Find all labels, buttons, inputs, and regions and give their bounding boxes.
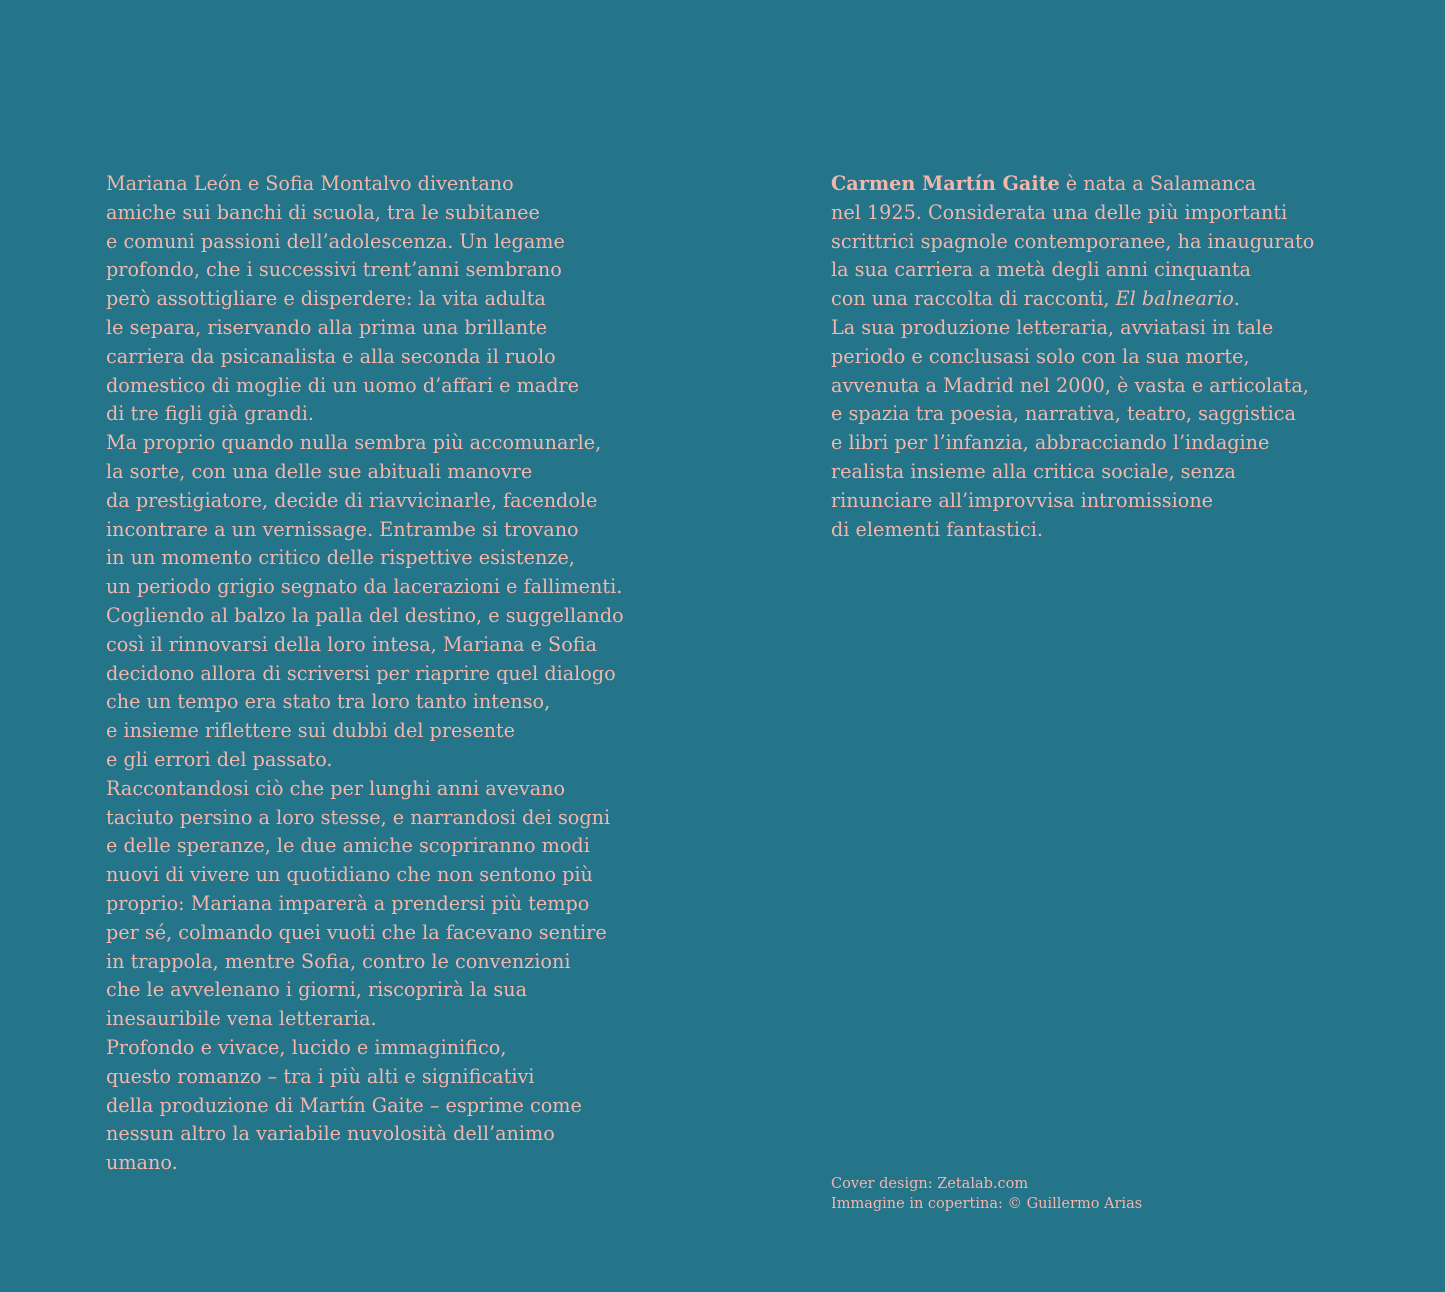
synopsis-line: e insieme riflettere sui dubbi del presente bbox=[106, 719, 515, 743]
book-title-el-balneario: El balneario bbox=[1115, 287, 1234, 311]
synopsis-line: le separa, riservando alla prima una brillante bbox=[106, 315, 548, 339]
bio-line: la sua carriera a metà degli anni cinquanta bbox=[831, 258, 1251, 282]
synopsis-line: e comuni passioni dell’adolescenza. Un legame bbox=[106, 229, 565, 253]
synopsis-line: proprio: Mariana imparerà a prendersi più tempo bbox=[106, 891, 590, 915]
bio-line: La sua produzione letteraria, avviatasi in tale bbox=[831, 315, 1274, 339]
synopsis-line: in un momento critico delle rispettive esistenze, bbox=[106, 546, 575, 570]
synopsis-line: per sé, colmando quei vuoti che la facevano sentire bbox=[106, 920, 607, 944]
synopsis-line: in trappola, mentre Sofia, contro le convenzioni bbox=[106, 949, 571, 973]
synopsis-line: e gli errori del passato. bbox=[106, 747, 333, 771]
synopsis-line: così il rinnovarsi della loro intesa, Mariana e Sofia bbox=[106, 632, 597, 656]
synopsis-line: Raccontandosi ciò che per lunghi anni avevano bbox=[106, 776, 566, 800]
synopsis-line: nuovi di vivere un quotidiano che non sentono più bbox=[106, 863, 593, 887]
synopsis-line: domestico di moglie di un uomo d’affari e madre bbox=[106, 373, 580, 397]
synopsis-line: da prestigiatore, decide di riavvicinarle, facendole bbox=[106, 488, 598, 512]
synopsis-line: profondo, che i successivi trent’anni sembrano bbox=[106, 258, 562, 282]
bio-line: di elementi fantastici. bbox=[831, 517, 1043, 541]
synopsis-line: della produzione di Martín Gaite – esprime come bbox=[106, 1093, 582, 1117]
bio-line: e spazia tra poesia, narrativa, teatro, saggistica bbox=[831, 402, 1296, 426]
synopsis-line: inesauribile vena letteraria. bbox=[106, 1007, 377, 1031]
bio-raccolta-suffix: . bbox=[1233, 287, 1240, 311]
bio-line: scrittrici spagnole contemporanee, ha inaugurato bbox=[831, 229, 1315, 253]
bio-line: rinunciare all’improvvisa intromissione bbox=[831, 488, 1214, 512]
bio-line: realista insieme alla critica sociale, senza bbox=[831, 459, 1236, 483]
cover-design-credit: Cover design: Zetalab.com bbox=[831, 1176, 1029, 1192]
synopsis-line: questo romanzo – tra i più alti e significativi bbox=[106, 1064, 535, 1088]
synopsis-column bbox=[106, 170, 646, 1178]
synopsis-line: un periodo grigio segnato da lacerazioni e fallimenti. bbox=[106, 575, 623, 599]
author-bio-column bbox=[831, 170, 1391, 544]
synopsis-line: che le avvelenano i giorni, riscoprirà la sua bbox=[106, 978, 528, 1002]
synopsis-line: decidono allora di scriversi per riaprire quel dialogo bbox=[106, 661, 616, 685]
synopsis-line: incontrare a un vernissage. Entrambe si trovano bbox=[106, 517, 579, 541]
bio-line: periodo e conclusasi solo con la sua morte, bbox=[831, 344, 1250, 368]
bio-first-line-text: è nata a Salamanca bbox=[1059, 172, 1257, 195]
synopsis-line: carriera da psicanalista e alla seconda il ruolo bbox=[106, 344, 556, 368]
synopsis-line: e delle speranze, le due amiche scopriranno modi bbox=[106, 834, 590, 858]
bio-line bbox=[831, 170, 1391, 199]
credits-block bbox=[831, 1175, 1142, 1214]
bio-line: avvenuta a Madrid nel 2000, è vasta e articolata, bbox=[831, 373, 1309, 397]
bio-line bbox=[831, 285, 1391, 314]
synopsis-line: la sorte, con una delle sue abituali manovre bbox=[106, 459, 533, 483]
synopsis-line: taciuto persino a loro stesse, e narrandosi dei sogni bbox=[106, 805, 611, 829]
cover-image-credit: Immagine in copertina: © Guillermo Arias bbox=[831, 1195, 1143, 1212]
bio-raccolta-prefix: con una raccolta di racconti, bbox=[831, 287, 1116, 311]
bio-line: e libri per l’infanzia, abbracciando l’indagine bbox=[831, 431, 1270, 455]
synopsis-line: di tre figli già grandi. bbox=[106, 402, 315, 426]
synopsis-line: però assottigliare e disperdere: la vita adulta bbox=[106, 287, 546, 311]
synopsis-line: amiche sui banchi di scuola, tra le subitanee bbox=[106, 200, 540, 224]
synopsis-line: Ma proprio quando nulla sembra più accomunarle, bbox=[106, 431, 602, 455]
bio-line: nel 1925. Considerata una delle più importanti bbox=[831, 200, 1288, 224]
synopsis-line: Cogliendo al balzo la palla del destino, e suggellando bbox=[106, 603, 624, 627]
synopsis-line: nessun altro la variabile nuvolosità dell’animo bbox=[106, 1122, 555, 1146]
synopsis-line: che un tempo era stato tra loro tanto intenso, bbox=[106, 690, 551, 714]
synopsis-line: Mariana León e Sofia Montalvo diventano bbox=[106, 172, 514, 195]
synopsis-line: Profondo e vivace, lucido e immaginifico, bbox=[106, 1035, 507, 1059]
author-name: Carmen Martín Gaite bbox=[831, 172, 1060, 195]
synopsis-line: umano. bbox=[106, 1151, 178, 1175]
